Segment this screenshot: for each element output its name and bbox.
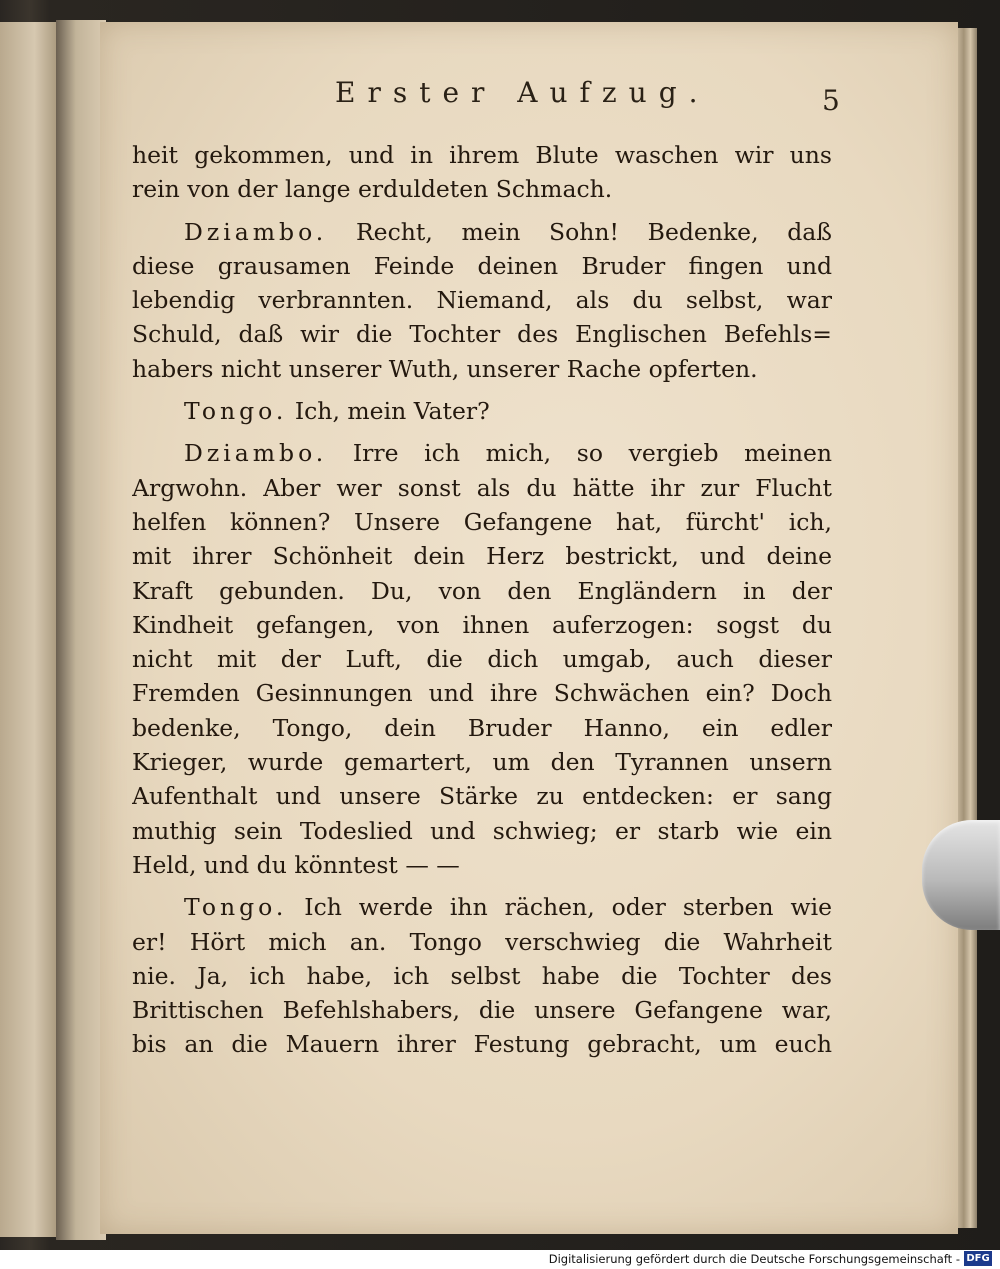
funding-credit: Digitalisierung gefördert durch die Deutsche Forschungsgemeinschaft - — [548, 1252, 960, 1266]
text-line — [132, 890, 832, 924]
page-number: 5 — [822, 84, 840, 117]
text-line: Argwohn. Aber wer sonst als du hätte ihr zur Flucht — [132, 473, 832, 502]
text-line: mit ihrer Schönheit dein Herz bestrickt, und deine — [132, 542, 832, 571]
text-line: bedenke, Tongo, dein Bruder Hanno, ein edler — [132, 713, 832, 742]
text-line: helfen können? Unsere Gefangene hat, fürcht' ich, — [132, 507, 832, 536]
page-stack-edge — [955, 28, 977, 1228]
body-text — [132, 138, 832, 1062]
speech-text: Ich, mein Vater? — [287, 397, 490, 426]
text-line: Kindheit gefangen, von ihnen auferzogen: sogst du — [132, 610, 832, 639]
text-line: Schuld, daß wir die Tochter des Englischen Befehls= — [132, 320, 832, 349]
text-line — [132, 215, 832, 249]
text-line: Kraft gebunden. Du, von den Engländern in der — [132, 576, 832, 605]
text-line: Brittischen Befehlshabers, die unsere Gefangene war, — [132, 996, 832, 1025]
text-line — [132, 394, 832, 428]
text-line: Aufenthalt und unsere Stärke zu entdecken: er sang — [132, 782, 832, 811]
text-line: rein von der lange erduldeten Schmach. — [132, 175, 613, 204]
text-line: bis an die Mauern ihrer Festung gebracht, um euch — [132, 1030, 832, 1059]
speaker-name: Tongo. — [184, 893, 288, 922]
speech-text: Ich werde ihn rächen, oder sterben wie — [287, 893, 832, 922]
running-head: Erster Aufzug. — [335, 76, 710, 109]
dfg-logo: DFG — [964, 1251, 992, 1266]
text-line: Held, und du könntest — — — [132, 850, 460, 879]
facing-page-edge — [0, 22, 60, 1237]
text-line: er! Hört mich an. Tongo verschwieg die Wahrheit — [132, 927, 832, 956]
speaker-name: Dziambo. — [184, 439, 328, 468]
text-line: heit gekommen, und in ihrem Blute waschen wir uns — [132, 141, 832, 169]
speech-text: Recht, mein Sohn! Bedenke, daß — [327, 217, 832, 246]
book-gutter — [56, 20, 106, 1240]
text-line: diese grausamen Feinde deinen Bruder fingen und — [132, 251, 832, 280]
speaker-name: Tongo. — [184, 397, 288, 426]
text-line: habers nicht unserer Wuth, unserer Rache opferten. — [132, 354, 758, 383]
text-line: muthig sein Todeslied und schwieg; er starb wie ein — [132, 816, 832, 845]
text-line — [132, 436, 832, 470]
speaker-name: Dziambo. — [184, 217, 328, 246]
text-line: lebendig verbrannten. Niemand, als du selbst, war — [132, 286, 832, 315]
text-line: nie. Ja, ich habe, ich selbst habe die Tochter des — [132, 961, 832, 990]
text-line: nicht mit der Luft, die dich umgab, auch dieser — [132, 645, 832, 674]
text-line: Fremden Gesinnungen und ihre Schwächen ein? Doch — [132, 679, 832, 708]
speech-text: Irre ich mich, so vergieb meinen — [327, 439, 832, 468]
text-line: Krieger, wurde gemartert, um den Tyrannen unsern — [132, 748, 832, 777]
